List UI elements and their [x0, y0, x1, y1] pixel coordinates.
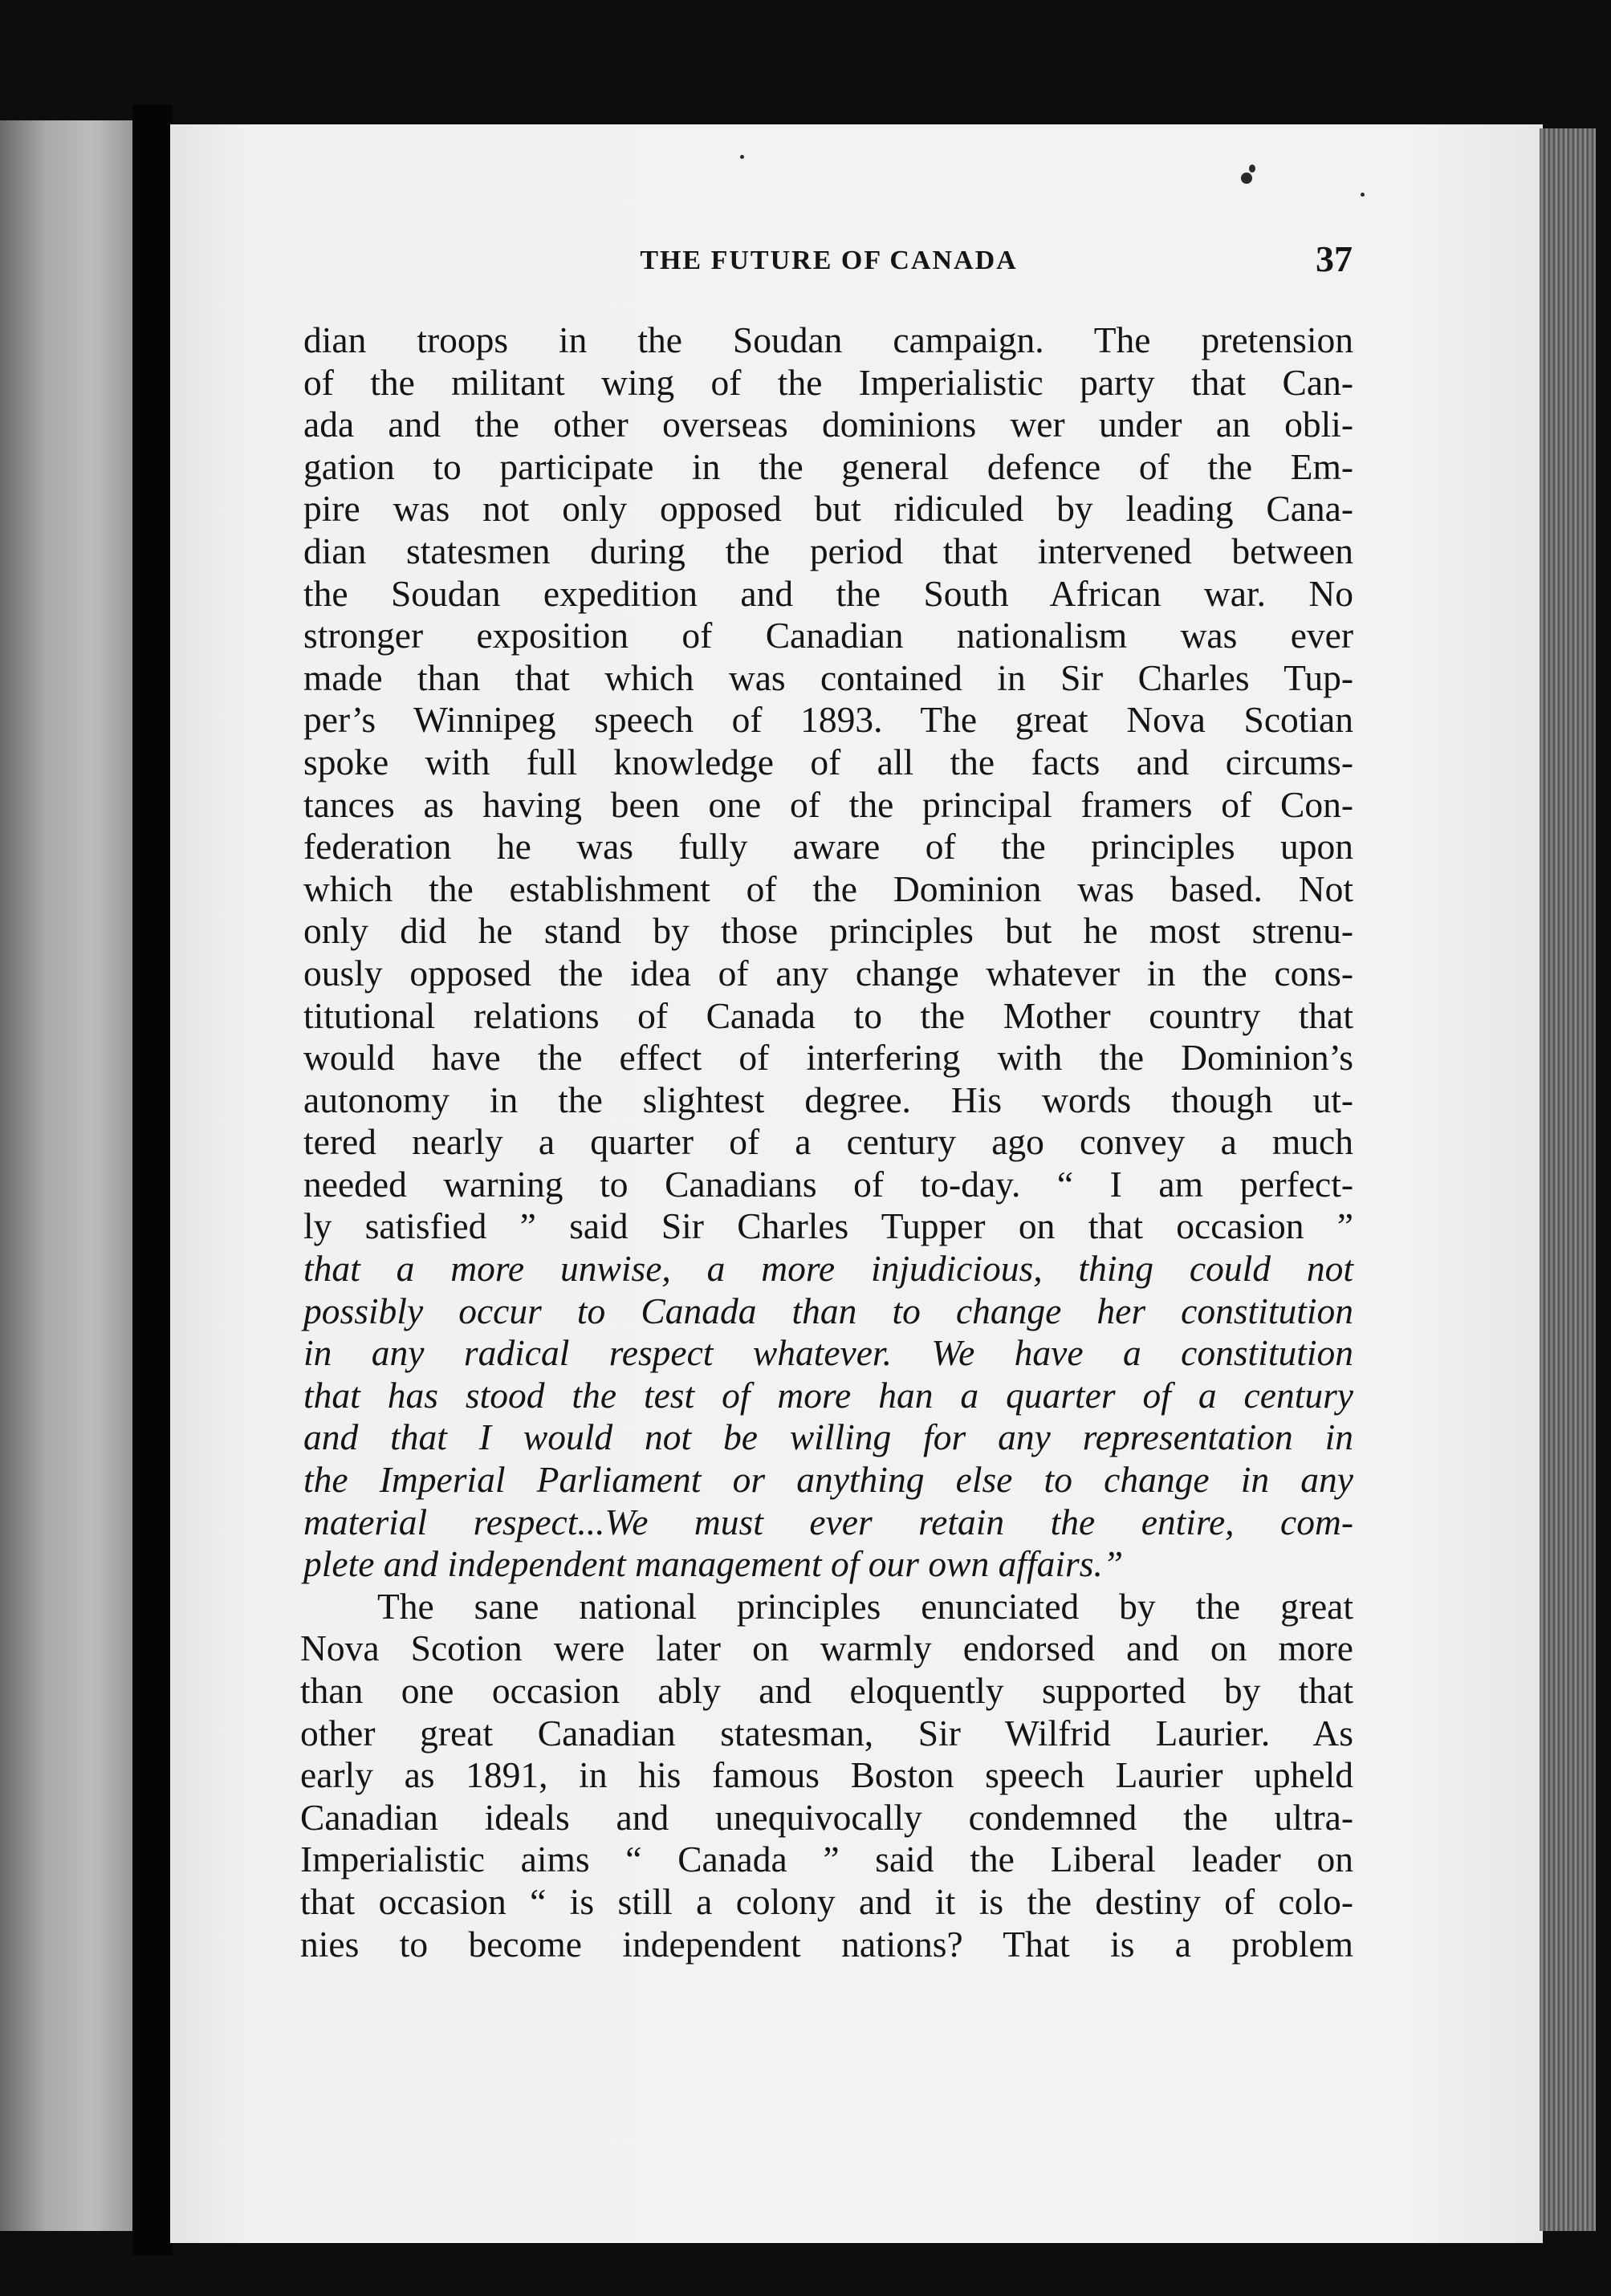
text-line: autonomy in the slightest degree. His words though ut-	[303, 1079, 1353, 1120]
scan-speck	[1249, 165, 1255, 173]
page-stack-edge	[1540, 128, 1596, 2231]
text-line: the Imperial Parliament or anything else to change in any	[303, 1459, 1353, 1501]
text-line: gation to participate in the general defence of the Em-	[303, 445, 1353, 487]
text-line: of the militant wing of the Imperialistic party that Can-	[303, 361, 1353, 403]
text-line: would have the effect of interfering with the Dominion’s	[303, 1037, 1353, 1079]
book-gutter	[132, 104, 173, 2255]
text-line: titutional relations of Canada to the Mother country that	[303, 994, 1353, 1036]
text-line: the Soudan expedition and the South African war. No	[303, 572, 1353, 614]
text-line: Canadian ideals and unequivocally condemned the ultra-	[300, 1796, 1353, 1838]
text-line: tered nearly a quarter of a century ago convey a much	[303, 1121, 1353, 1163]
text-line: that a more unwise, a more injudicious, thing could not	[303, 1248, 1353, 1290]
text-line: other great Canadian statesman, Sir Wilfrid Laurier. As	[300, 1712, 1353, 1753]
scan-speck	[740, 155, 744, 159]
text-line: ously opposed the idea of any change whatever in the cons-	[303, 952, 1353, 994]
text-line: and that I would not be willing for any representation in	[303, 1416, 1353, 1458]
text-line: stronger exposition of Canadian nationalism was ever	[303, 615, 1353, 656]
page-number: 37	[1316, 238, 1353, 279]
text-line: material respect...We must ever retain the entire, com-	[303, 1501, 1353, 1542]
text-line: Nova Scotion were later on warmly endorsed and on more	[300, 1628, 1353, 1669]
text-line: ada and the other overseas dominions wer under an obli-	[303, 404, 1353, 445]
text-line: The sane national principles enunciated by the great	[377, 1585, 1353, 1627]
text-line: dian troops in the Soudan campaign. The pretension	[303, 319, 1353, 360]
text-line: in any radical respect whatever. We have a constitution	[303, 1332, 1353, 1374]
text-line: tances as having been one of the principal framers of Con-	[303, 783, 1353, 825]
text-line: Imperialistic aims “ Canada ” said the Liberal leader on	[300, 1839, 1353, 1880]
text-line: dian statesmen during the period that intervened between	[303, 530, 1353, 571]
facing-page-edge	[0, 120, 132, 2231]
text-line: federation he was fully aware of the principles upon	[303, 826, 1353, 868]
text-line: that has stood the test of more han a quarter of a century	[303, 1374, 1353, 1416]
running-title: THE FUTURE OF CANADA	[640, 246, 1018, 275]
body-text	[300, 319, 1353, 1965]
text-line: ly satisfied ” said Sir Charles Tupper on that occasion ”	[303, 1205, 1353, 1247]
text-line: early as 1891, in his famous Boston speech Laurier upheld	[300, 1754, 1353, 1796]
text-line: that occasion “ is still a colony and it is the destiny of colo-	[300, 1880, 1353, 1922]
scan-speck	[1361, 193, 1365, 197]
text-line: needed warning to Canadians of to-day. “ I am perfect-	[303, 1163, 1353, 1205]
text-line: than one occasion ably and eloquently supported by that	[300, 1670, 1353, 1711]
text-line: made than that which was contained in Sir Charles Tup-	[303, 656, 1353, 698]
text-line: spoke with full knowledge of all the facts and circums-	[303, 741, 1353, 782]
text-line: only did he stand by those principles but he most strenu-	[303, 910, 1353, 952]
text-line: plete and independent management of our own affairs.”	[303, 1543, 1124, 1585]
scan-speck	[1241, 173, 1252, 184]
text-line: possibly occur to Canada than to change her constitution	[303, 1290, 1353, 1331]
text-line: pire was not only opposed but ridiculed by leading Cana-	[303, 488, 1353, 530]
text-line: per’s Winnipeg speech of 1893. The great Nova Scotian	[303, 699, 1353, 741]
text-line: nies to become independent nations? That is a problem	[300, 1923, 1353, 1965]
text-line: which the establishment of the Dominion was based. Not	[303, 868, 1353, 909]
page-header	[305, 238, 1353, 286]
